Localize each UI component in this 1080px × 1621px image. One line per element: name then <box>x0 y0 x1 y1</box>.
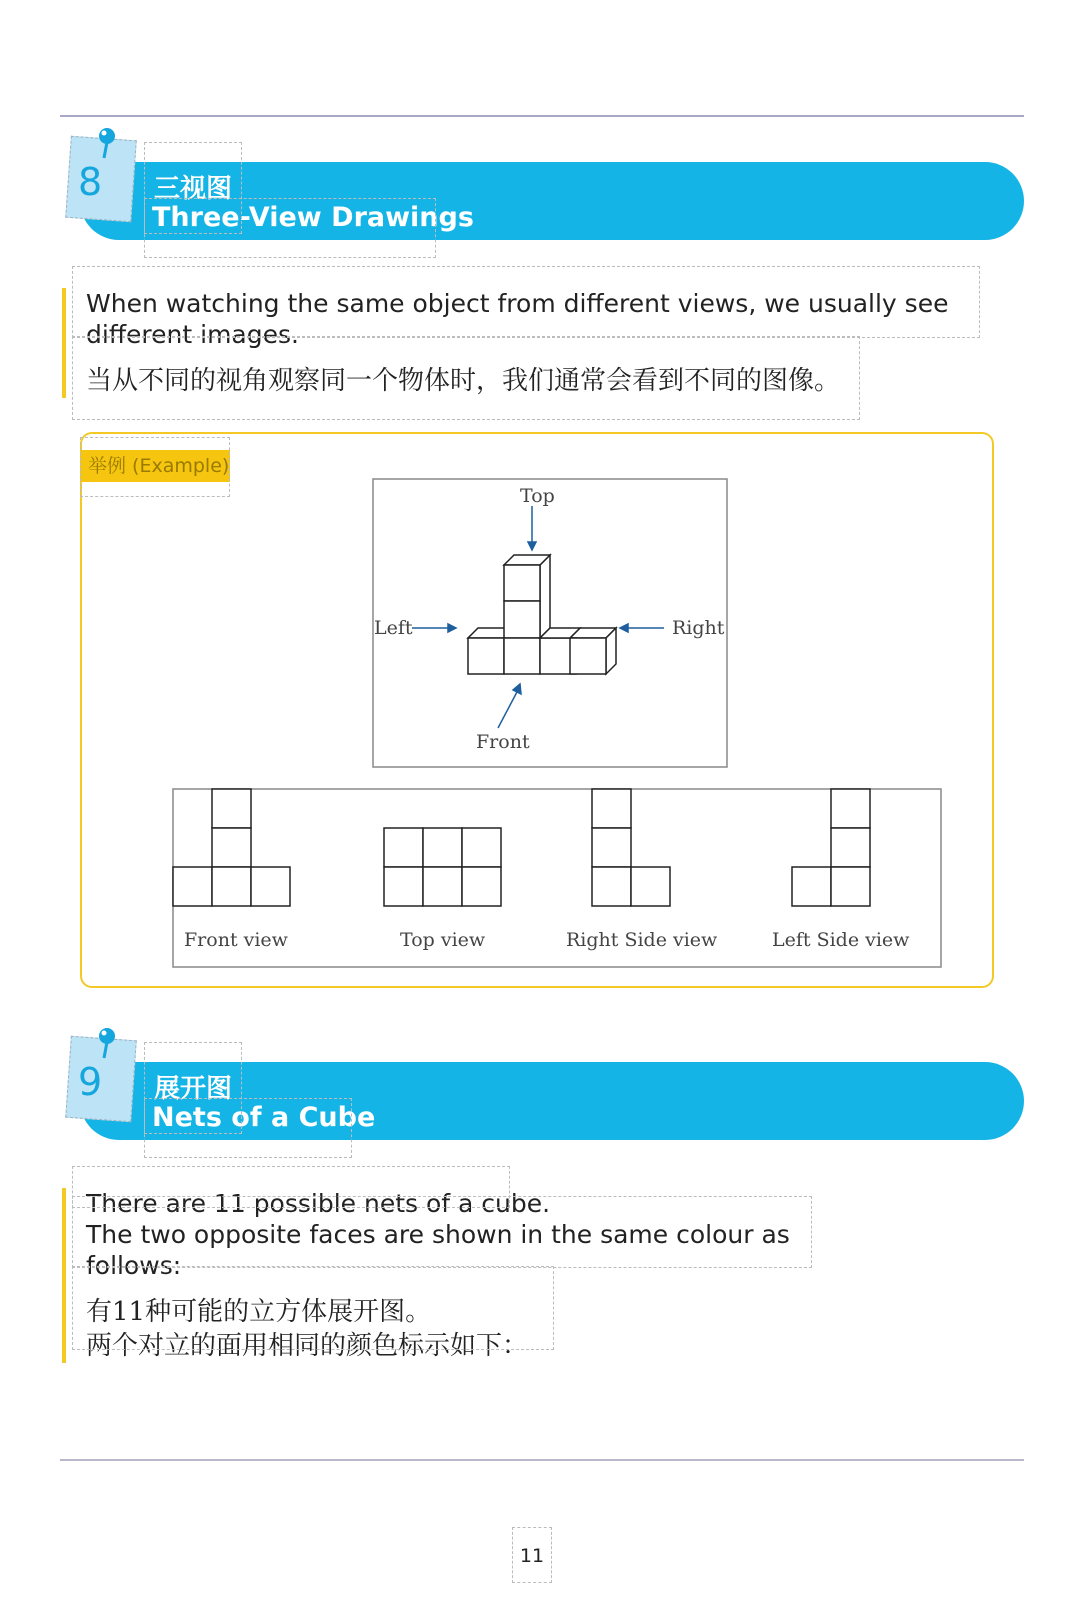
left-side-view-label: Left Side view <box>772 929 910 951</box>
section-8-title-en: Three-View Drawings <box>152 202 474 233</box>
label-left: Left <box>374 617 413 639</box>
pin-icon <box>96 126 118 160</box>
section-8-number: 8 <box>78 160 103 204</box>
section-9-text-en-2: The two opposite faces are shown in the same colour as follows: <box>86 1220 790 1280</box>
text-frame <box>72 336 860 420</box>
text-frame <box>72 266 980 338</box>
section-9-text-en-1: There are 11 possible nets of a cube. <box>86 1189 551 1218</box>
section-8-title-zh: 三视图 <box>154 174 233 204</box>
section-9-text-zh-2: 两个对立的面用相同的颜色标示如下： <box>86 1331 529 1361</box>
section-9-text-zh-1: 有11种可能的立方体展开图。 <box>86 1297 432 1327</box>
section-8-text-zh: 当从不同的视角观察同一个物体时，我们通常会看到不同的图像。 <box>86 366 841 396</box>
top-view-shape <box>384 828 501 906</box>
label-right: Right <box>672 617 725 639</box>
front-view-label: Front view <box>184 929 288 951</box>
section-8-text-en: When watching the same object from different views, we usually see different images. <box>86 289 949 349</box>
text-frame <box>80 437 230 497</box>
label-front: Front <box>476 731 530 753</box>
section-9-number: 9 <box>78 1060 103 1104</box>
right-side-view-label: Right Side view <box>566 929 718 951</box>
text-frame <box>144 1098 352 1158</box>
isometric-diagram <box>372 478 728 768</box>
views-panel <box>172 788 942 968</box>
top-view-label: Top view <box>400 929 486 951</box>
text-frame <box>72 1266 554 1350</box>
pin-icon <box>96 1026 118 1060</box>
label-top: Top <box>520 485 555 507</box>
section-8-header <box>64 112 1024 272</box>
bottom-rule <box>60 1459 1024 1461</box>
section-9-title-en: Nets of a Cube <box>152 1102 376 1133</box>
section-9-title-zh: 展开图 <box>154 1074 233 1104</box>
section-9-header <box>64 1012 1024 1172</box>
text-frame <box>72 1196 812 1268</box>
example-tag: 举例 (Example) <box>80 450 230 482</box>
text-frame <box>144 198 436 258</box>
page-number: 11 <box>512 1527 552 1583</box>
